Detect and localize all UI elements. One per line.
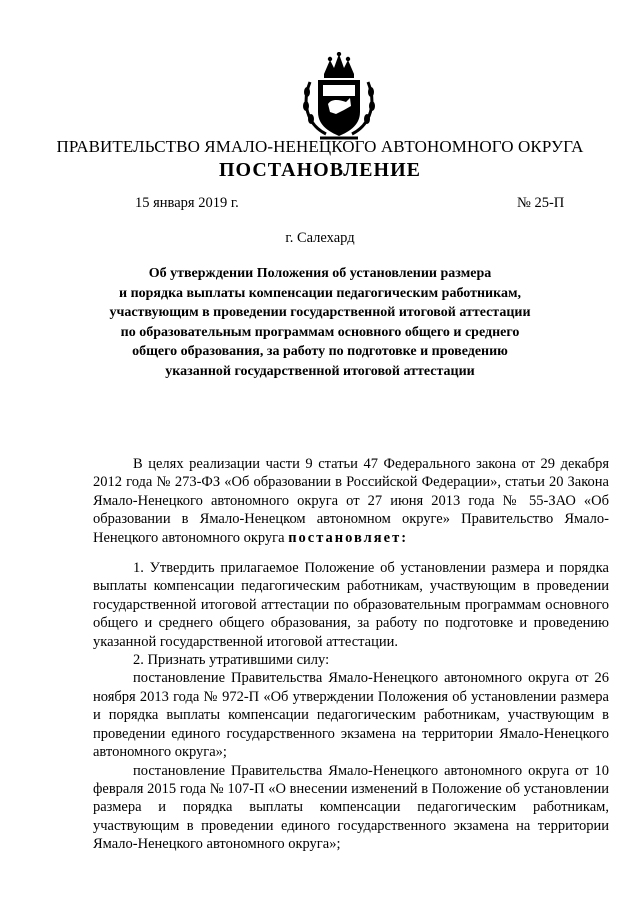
document-title	[90, 264, 550, 382]
title-line: общего образования, за работу по подготовке и проведению	[132, 344, 508, 360]
document-number: № 25-П	[517, 195, 565, 211]
preamble-paragraph	[93, 455, 609, 547]
resolves-word: постановляет:	[288, 529, 409, 546]
document-body	[93, 455, 609, 854]
document-type: ПОСТАНОВЛЕНИЕ	[219, 159, 421, 181]
item-1-paragraph: 1. Утвердить прилагаемое Положение об установлении размера и порядка выплаты компенсации педагогическим работникам, участвующим в проведении государственной итоговой аттестации по образовательным программам основного общего и среднего общего образования, за работу по подготовке и проведению указанной государственной итоговой аттестации.	[93, 560, 609, 650]
preamble-text: В целях реализации части 9 статьи 47 Федерального закона от 29 декабря 2012 года № 273-ФЗ «Об образовании в Российской Федерации», статьи 20 Закона Ямало-Ненецкого автономного округа от 27 июня 2013 года № 55-ЗАО «Об образовании в Ямало-Ненецком автономном округе» Правительство Ямало-Ненецкого автономного округа	[93, 456, 609, 546]
item-2-paragraph: 2. Признать утратившими силу:	[133, 652, 330, 669]
document-city: г. Салехард	[285, 230, 355, 246]
repeal-2-paragraph: постановление Правительства Ямало-Ненецкого автономного округа от 10 февраля 2015 года № 107-П «О внесении изменений в Положение об установлении размера и порядка выплаты компенсации педагогическим работникам, участвующим в проведении единого государственного экзамена на территории Ямало-Ненецкого автономного округа»;	[93, 762, 609, 853]
document-date: 15 января 2019 г.	[135, 195, 239, 211]
yamal-coat-of-arms-icon	[296, 52, 382, 142]
government-name: ПРАВИТЕЛЬСТВО ЯМАЛО-НЕНЕЦКОГО АВТОНОМНОГО ОКРУГА	[56, 137, 584, 156]
title-line: указанной государственной итоговой аттестации	[165, 363, 475, 379]
title-line: по образовательным программам основного общего и среднего	[120, 324, 520, 340]
title-line: участвующим в проведении государственной итоговой аттестации	[109, 305, 531, 321]
repeal-1-paragraph: постановление Правительства Ямало-Ненецкого автономного округа от 26 ноября 2013 года № 972-П «Об утверждении Положения об установлении размера и порядка выплаты компенсации педагогическим работникам, участвующим в проведении единого государственного экзамена на территории Ямало-Ненецкого автономного округа»;	[93, 670, 609, 761]
title-line: Об утверждении Положения об установлении размера	[148, 266, 492, 281]
title-line: и порядка выплаты компенсации педагогическим работникам,	[119, 285, 521, 301]
